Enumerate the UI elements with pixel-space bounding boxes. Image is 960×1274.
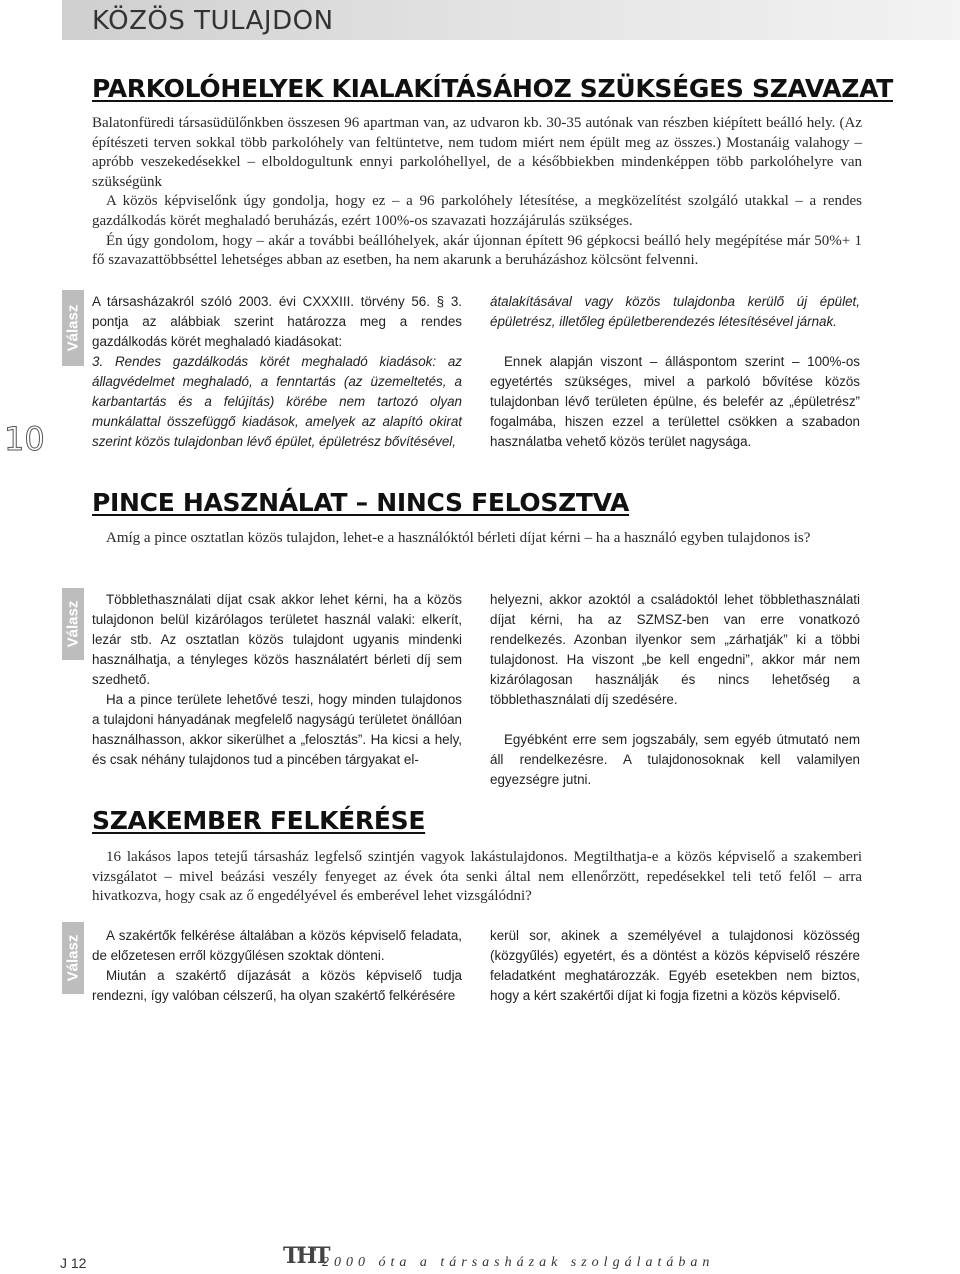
footer-code: J 12 xyxy=(60,1255,87,1271)
section-title-parking: PARKOLÓHELYEK KIALAKÍTÁSÁHOZ SZÜKSÉGES SZAVAZAT xyxy=(92,74,893,103)
question-paragraph: Balatonfüredi társasüdülőnkben összesen 96 apartman van, az udvaron kb. 30-35 autónak van részben kiépített beálló hely. (Az építészeti terven sokkal több parkolóhely van feltüntetve, nem tudom miért nem épült meg az összes.) Mostanáig valahogy – apróbb veszekedésekkel – elboldogultunk ennyi parkolóhellyel, de a későbbiekben mindenképpen több parkolóhelyre van szükségünk xyxy=(92,115,862,190)
question-paragraph: Én úgy gondolom, hogy – akár a további beállóhelyek, akár újonnan épített 96 gépkocsi beálló hely megépítése már 50%+ 1 fő szavazattöbbséttel lehetséges abban az esetben, ha nem akarunk a beruházáshoz kölcsönt felvenni. xyxy=(92,232,862,269)
question-parking xyxy=(92,114,862,271)
answer-paragraph: Többlethasználati díjat csak akkor lehet kérni, ha a közös tulajdonon belül kizárólagos területet használ valaki: elkerít, lezár stb. Az osztatlan közös tulajdont ugyanis mindenki használhatja, a tényleges közös használatért bérleti díj sem szedhető. xyxy=(92,592,462,687)
answer-paragraph: átalakításával vagy közös tulajdonba kerülő új épület, épületrész, illetőleg épületberendezés létesítésével járnak. xyxy=(490,294,860,329)
section-title-cellar: PINCE HASZNÁLAT – NINCS FELOSZTVA xyxy=(92,488,630,517)
answer-paragraph: Ha a pince területe lehetővé teszi, hogy minden tulajdonos a tulajdoni hányadának megfelelő nagyságú területet önállóan használhasson, akkor sikerülhet a „felosztás”. Ha kicsi a hely, és csak néhány tulajdonos tud a pincében tárgyakat el- xyxy=(92,692,462,767)
answer-paragraph: kerül sor, akinek a személyével a tulajdonosi közösség (közgyűlés) egyetért, és a döntést a közös képviselő részére feladatként meghatározzák. Egyéb esetekben nem biztos, hogy a kért szakértői díjat ki fogja fizetni a közös képviselő. xyxy=(490,928,860,1003)
answer-right-column xyxy=(490,590,860,790)
answer-right-column xyxy=(490,292,860,452)
answer-paragraph: A társasházakról szóló 2003. évi CXXXIII. törvény 56. § 3. pontja az alábbiak szerint határozza meg a rendes gazdálkodás körét meghaladó kiadásokat: xyxy=(92,294,462,349)
answer-paragraph: A szakértők felkérése általában a közös képviselő feladata, de előzetesen erről közgyűlésen szoktak dönteni. xyxy=(92,928,462,963)
question-paragraph: A közös képviselőnk úgy gondolja, hogy ez – a 96 parkolóhely létesítése, a megközelítést szolgáló utakkal – a rendes gazdálkodás körét meghaladó beruházás, ezért 100%-os szavazati hozzájárulás szükséges. xyxy=(92,193,862,229)
answer-left-column xyxy=(92,926,462,1006)
answer-paragraph: Ennek alapján viszont – álláspontom szerint – 100%-os egyetértés szükséges, mivel a parkoló bővítése közös tulajdonban lévő területen épülne, és belefér az „épületrész” fogalmába, hiszen ezzel a területtel csökken a szabadon használatba vehető közös terület nagysága. xyxy=(490,354,860,449)
answer-paragraph: 3. Rendes gazdálkodás körét meghaladó kiadások: az állagvédelmet meghaladó, a fenntartás (az üzemeltetés, a karbantartás és a felújítás) körébe nem tartozó olyan munkálattal összefüggő kiadások, amelyek az alapító okirat szerint közös tulajdonban lévő épület, épületrész bővítésével, xyxy=(92,354,462,449)
answer-left-column xyxy=(92,590,462,770)
header-title: KÖZÖS TULAJDON xyxy=(92,6,334,36)
answer-label-tab xyxy=(62,290,84,366)
question-paragraph: Amíg a pince osztatlan közös tulajdon, lehet-e a használóktól bérleti díjat kérni – ha a használó egyben tulajdonos is? xyxy=(106,530,811,546)
question-cellar xyxy=(92,529,862,549)
footer-logo: THT xyxy=(283,1243,328,1269)
answer-label: Válasz xyxy=(64,304,82,352)
answer-label-tab xyxy=(62,588,84,660)
answer-label: Válasz xyxy=(64,934,82,982)
answer-label-tab xyxy=(62,922,84,994)
answer-paragraph: Egyébként erre sem jogszabály, sem egyéb útmutató nem áll rendelkezésre. A tulajdonosoknak kell valamilyen egyezségre jutni. xyxy=(490,732,860,787)
question-expert xyxy=(92,848,862,907)
answer-right-column xyxy=(490,926,860,1006)
question-paragraph: 16 lakásos lapos tetejű társasház legfelső szintjén vagyok lakástulajdonos. Megtilthatja-e a közös képviselő a szakemberi vizsgálatot – mivel beázási veszély fenyeget az évek óta senki által nem ellenőrzött, repedésekkel teli tető felől – arra hivatkozva, hogy csak az ő engedélyével és emberével lehet vizsgálódni? xyxy=(92,849,862,905)
answer-left-column xyxy=(92,292,462,452)
footer-tagline: 2000 óta a társasházak szolgálatában xyxy=(322,1255,715,1270)
section-title-expert: SZAKEMBER FELKÉRÉSE xyxy=(92,806,426,835)
answer-label: Válasz xyxy=(64,600,82,648)
answer-paragraph: helyezni, akkor azoktól a családoktól lehet többlethasználati díjat kérni, ha az SZMSZ-ben van erre vonatkozó rendelkezés. Azonban ilyenkor sem „zárhatják” ki a többi tulajdonost. Ha viszont „be kell engedni”, akkor már nem kizárólagosan használják és nincs lehetőség a többlethasználati díj szedésére. xyxy=(490,592,860,707)
answer-paragraph: Miután a szakértő díjazását a közös képviselő tudja rendezni, így valóban célszerű, ha olyan szakértő felkérésére xyxy=(92,968,462,1003)
page-number: 10 xyxy=(4,420,45,458)
